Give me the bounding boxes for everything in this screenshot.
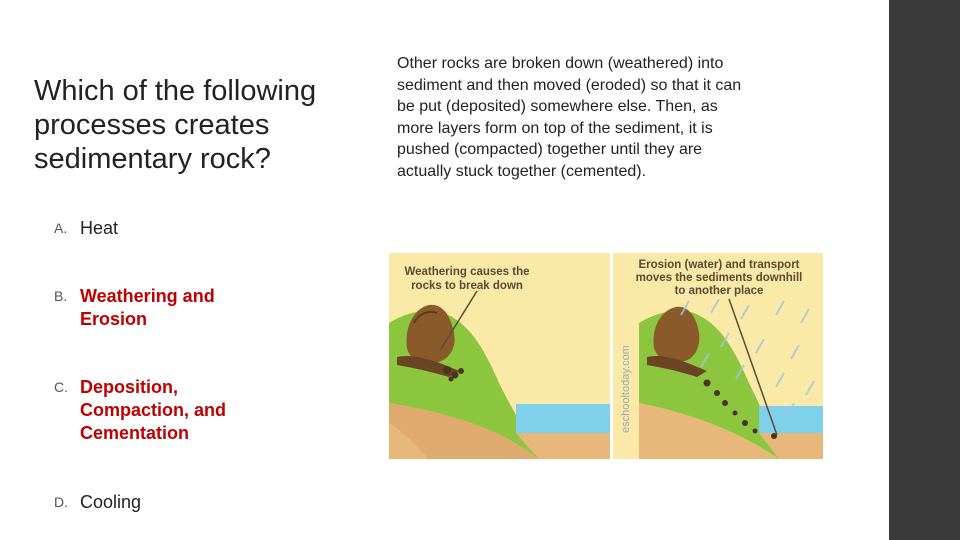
option-line: Cementation — [80, 423, 190, 443]
option-line: Heat — [80, 218, 119, 238]
weathering-erosion-illustration — [389, 253, 823, 459]
left-caption-line: rocks to break down — [411, 280, 523, 292]
explanation-line: pushed (compacted) together until they are — [397, 141, 703, 158]
option-text — [80, 491, 300, 514]
option-line: Weathering and — [80, 286, 215, 306]
option-text — [80, 217, 300, 240]
option-line: Erosion — [80, 309, 148, 329]
right-caption-line: to another place — [674, 285, 764, 297]
option-letter: A. — [54, 220, 68, 236]
option-letter: B. — [54, 288, 68, 304]
erosion-panel — [613, 253, 823, 459]
option-line: Deposition, — [80, 377, 178, 397]
explanation-line: Other rocks are broken down (weathered) into — [397, 55, 724, 72]
option-line: Compaction, and — [80, 400, 227, 420]
left-caption-line: Weathering causes the — [404, 266, 530, 278]
question-line: processes creates — [34, 109, 270, 141]
option-text — [80, 376, 300, 445]
weathering-panel — [389, 253, 610, 459]
option-line: Cooling — [80, 492, 142, 512]
explanation-line: be put (deposited) somewhere else. Then, as — [397, 98, 718, 115]
question-line: sedimentary rock? — [34, 143, 271, 175]
option-text — [80, 285, 300, 331]
watermark: eschooltoday.com — [620, 345, 632, 433]
right-caption-line: moves the sediments downhill — [635, 272, 803, 284]
dark-side-panel — [889, 0, 960, 540]
question-heading — [34, 74, 354, 176]
explanation-line: actually stuck together (cemented). — [397, 162, 647, 180]
explanation-text — [397, 53, 797, 182]
explanation-line: sediment and then moved (eroded) so that it can — [397, 76, 742, 94]
question-line: Which of the following — [34, 75, 317, 107]
explanation-line: more layers form on top of the sediment, it is — [397, 119, 713, 137]
option-letter: D. — [54, 494, 68, 510]
right-caption-line: Erosion (water) and transport — [638, 259, 800, 271]
option-letter: C. — [54, 379, 68, 395]
